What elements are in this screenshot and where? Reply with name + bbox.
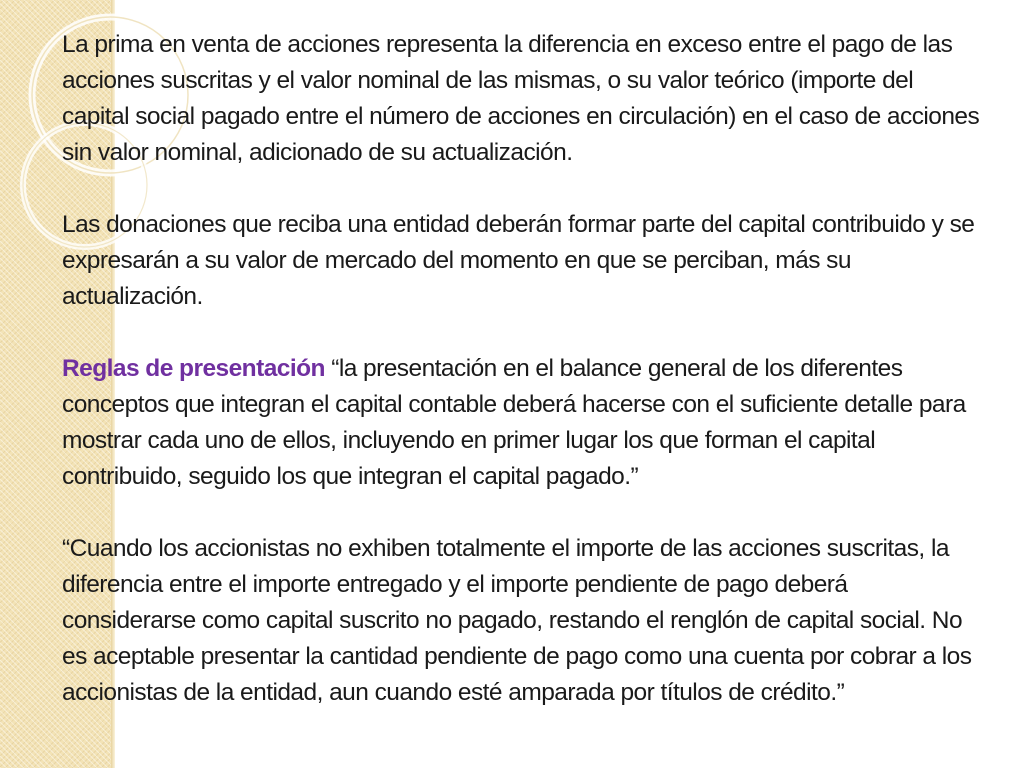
slide-body-text — [62, 27, 982, 711]
paragraph-accionistas-no-exhiben: “Cuando los accionistas no exhiben totalmente el importe de las acciones suscritas, la diferencia entre el importe entregado y el importe pendiente de pago deberá considerarse como capital suscrito no pagado, restando el renglón de capital social. No es aceptable presentar la cantidad pendiente de pago como una cuenta por cobrar a los accionistas de la entidad, aun cuando esté amparada por títulos de crédito.” — [62, 535, 972, 706]
reglas-presentacion-text: “la presentación en el balance general de los diferentes conceptos que integran el capital contable deberá hacerse con el suficiente detalle para mostrar cada uno de ellos, incluyendo en primer lugar los que forman el capital contribuido, seguido los que integran el capital pagado.” — [62, 355, 966, 490]
reglas-presentacion-heading: Reglas de presentación — [62, 355, 325, 382]
paragraph-prima-venta-acciones: La prima en venta de acciones representa la diferencia en exceso entre el pago de las acciones suscritas y el valor nominal de las mismas, o su valor teórico (importe del capital social pagado entre el número de acciones en circulación) en el caso de acciones sin valor nominal, adicionado de su actualización. — [62, 31, 980, 166]
paragraph-reglas-presentacion — [62, 351, 982, 495]
paragraph-donaciones: Las donaciones que reciba una entidad deberán formar parte del capital contribuido y se expresarán a su valor de mercado del momento en que se perciban, más su actualización. — [62, 211, 975, 310]
